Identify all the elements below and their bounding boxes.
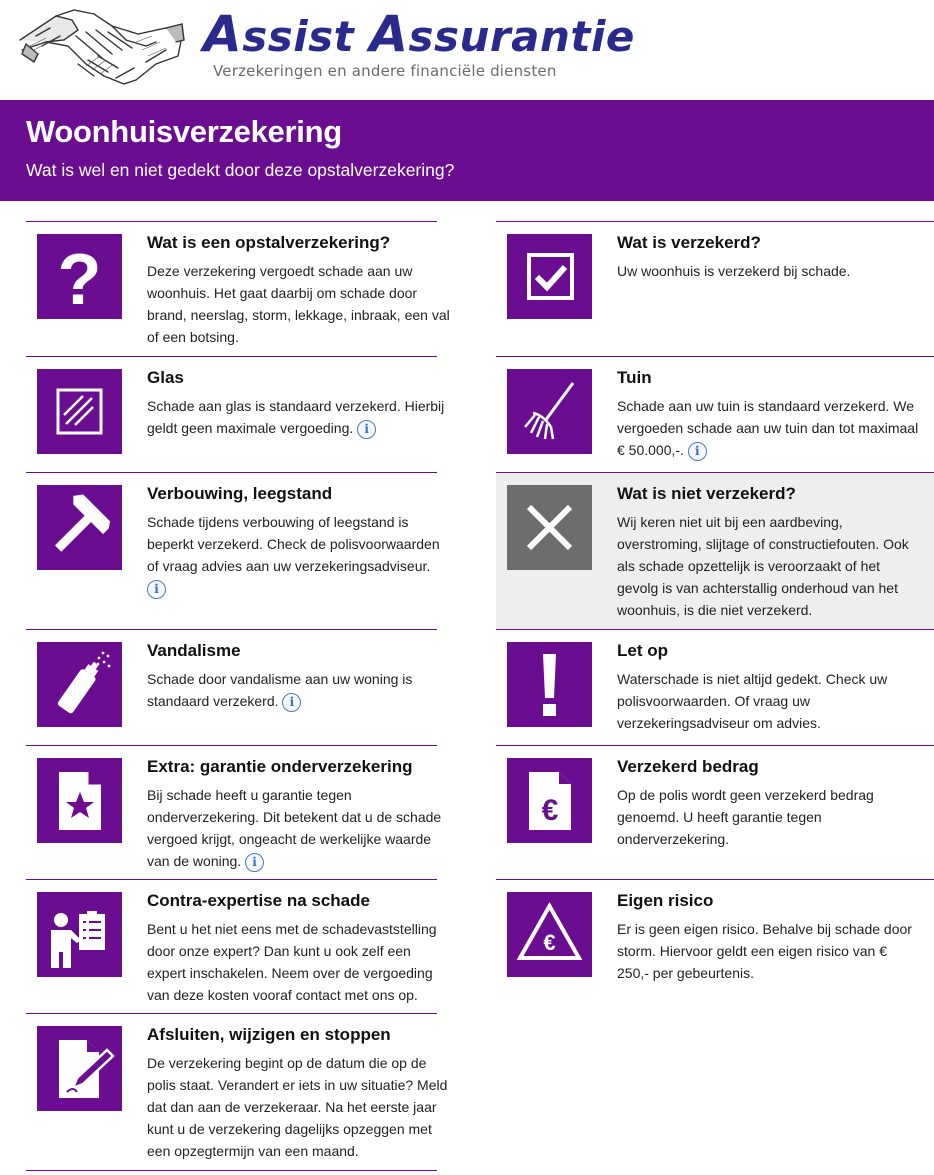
info-icon[interactable]: i (245, 853, 264, 872)
card-title: Extra: garantie onderverzekering (147, 757, 413, 776)
card-text-content: Schade tijdens verbouwing of leegstand is beperkt verzekerd. Check de polisvoorwaarden of vraag advies aan uw verzekeringsadviseur. (147, 514, 440, 574)
card-text-content: Bij schade heeft u garantie tegen onderverzekering. Dit betekent dat u de schade vergoed krijgt, ongeacht de werkelijke waarde van de woning. (147, 787, 442, 869)
card-title: Tuin (617, 368, 652, 387)
card-afsluiten (26, 1013, 448, 1170)
card-wat-is (26, 221, 450, 356)
card-text: Deze verzekering vergoedt schade aan uw woonhuis. Het gaat daarbij om schade door brand, neerslag, storm, lekkage, inbraak, een val of een botsing. (147, 263, 450, 345)
card-niet-verzekerd (496, 472, 934, 629)
page-banner (0, 100, 934, 201)
card-title: Let op (617, 641, 668, 660)
card-title: Verbouwing, leegstand (147, 484, 333, 503)
card-text: Wij keren niet uit bij een aardbeving, overstroming, slijtage of constructiefouten. Ook als schade opzettelijk is veroorzaakt of het gevolg is van achterstallig onderhoud van het woonhuis, is die niet verzekerd. (617, 514, 909, 618)
card-title: Eigen risico (617, 891, 714, 910)
card-tuin (496, 356, 934, 472)
card-text-content: Schade aan glas is standaard verzekerd. Hierbij geldt geen maximale vergoeding. (147, 398, 445, 436)
brand-initial: A (369, 5, 409, 63)
card-text (147, 511, 452, 599)
card-text (147, 395, 452, 439)
svg-text:€: € (541, 794, 559, 827)
site-header (0, 0, 934, 100)
card-text (617, 395, 922, 461)
info-icon[interactable]: i (688, 442, 707, 461)
info-icon[interactable]: i (282, 693, 301, 712)
card-extra (26, 745, 442, 879)
brand-word: ssist (242, 12, 355, 61)
page-subtitle: Wat is wel en niet gedekt door deze opstalverzekering? (26, 160, 455, 180)
page-title: Woonhuisverzekering (26, 114, 342, 149)
cross-icon (507, 485, 592, 570)
exclamation-icon (507, 642, 592, 727)
card-contra (26, 879, 437, 1013)
card-text: Op de polis wordt geen verzekerd bedrag genoemd. U heeft garantie tegen onderverzekering. (617, 787, 874, 847)
info-icon[interactable]: i (357, 420, 376, 439)
card-text (147, 668, 452, 712)
handshake-icon (16, 6, 186, 92)
card-text: Bent u het niet eens met de schadevaststelling door onze expert? Dan kunt u ook zelf een expert inschakelen. Neem over de vergoeding van deze kosten vooraf contact met ons op. (147, 921, 437, 1003)
card-title: Wat is verzekerd? (617, 233, 761, 252)
brand-name (203, 5, 635, 63)
brand-word: ssurantie (408, 12, 635, 61)
card-title: Wat is niet verzekerd? (617, 484, 796, 503)
card-verzekerd (496, 221, 934, 356)
card-title: Verzekerd bedrag (617, 757, 759, 776)
card-text-content: Schade door vandalisme aan uw woning is standaard verzekerd. (147, 671, 413, 709)
svg-text:?: ? (57, 240, 102, 319)
document-pen-icon (37, 1026, 122, 1111)
card-title: Glas (147, 368, 184, 387)
card-glas (26, 356, 445, 472)
document-star-icon (37, 758, 122, 843)
checkbox-icon (507, 234, 592, 319)
document-euro-icon (507, 758, 592, 843)
card-bedrag (496, 745, 934, 879)
card-text: Er is geen eigen risico. Behalve bij schade door storm. Hiervoor geldt een eigen risico van € 250,- per gebeurtenis. (617, 921, 912, 981)
card-title: Afsluiten, wijzigen en stoppen (147, 1025, 391, 1044)
brand-tagline: Verzekeringen en andere financiële diensten (213, 62, 557, 80)
hammer-icon (37, 485, 122, 570)
card-text: Waterschade is niet altijd gedekt. Check uw polisvoorwaarden. Of vraag uw verzekeringsadviseur om advies. (617, 671, 888, 731)
card-title: Contra-expertise na schade (147, 891, 370, 910)
card-eigen-risico (496, 879, 934, 1013)
question-mark-icon (37, 234, 122, 319)
info-icon[interactable]: i (147, 580, 166, 599)
card-text: De verzekering begint op de datum die op de polis staat. Verandert er iets in uw situatie? Meld dat dan aan de verzekeraar. Na het eerste jaar kunt u de verzekering dagelijks opzeggen met een opzegtermijn van een maand. (147, 1055, 448, 1159)
card-vandalisme (26, 629, 437, 745)
card-verbouwing (26, 472, 440, 629)
card-title: Wat is een opstalverzekering? (147, 233, 391, 252)
card-let-op (496, 629, 934, 745)
spray-can-icon (37, 642, 122, 727)
glass-pane-icon (37, 369, 122, 454)
card-title: Vandalisme (147, 641, 241, 660)
card-text (147, 784, 452, 872)
euro-triangle-icon (507, 892, 592, 977)
card-text-content: Schade aan uw tuin is standaard verzekerd. We vergoeden schade aan uw tuin dan tot maximaal € 50.000,-. (617, 398, 919, 458)
rake-icon (507, 369, 592, 454)
svg-text:€: € (543, 930, 556, 955)
card-text: Uw woonhuis is verzekerd bij schade. (617, 263, 851, 279)
expert-clipboard-icon (37, 892, 122, 977)
brand-initial: A (203, 5, 243, 63)
divider (26, 1170, 437, 1171)
